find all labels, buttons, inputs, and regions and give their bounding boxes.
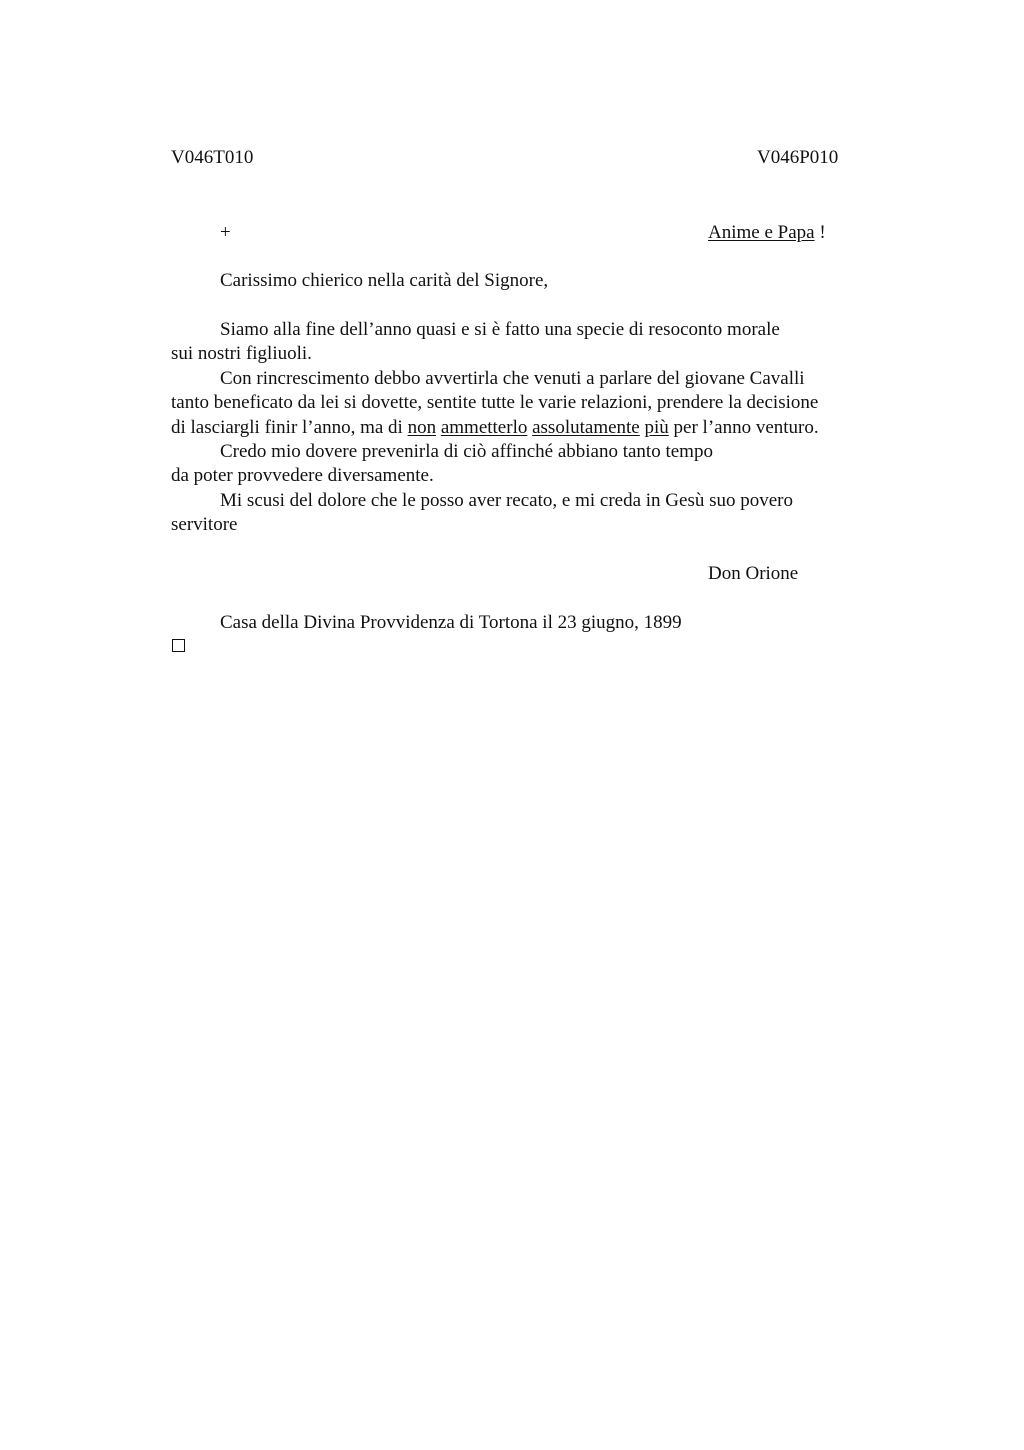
body-line: Con rincrescimento debbo avvertirla che venuti a parlare del giovane Cavalli bbox=[220, 367, 805, 389]
document-code-right: V046P010 bbox=[757, 147, 839, 168]
empty-box-symbol bbox=[172, 639, 185, 652]
body-line: servitore bbox=[171, 514, 238, 536]
body-text: per l’anno venturo. bbox=[668, 416, 819, 438]
body-line: Mi scusi del dolore che le posso aver recato, e mi creda in Gesù suo povero bbox=[220, 489, 793, 511]
underlined-word: ammetterlo bbox=[440, 416, 528, 438]
body-line: da poter provvedere diversamente. bbox=[171, 465, 434, 487]
motto-exclamation: ! bbox=[814, 222, 826, 243]
body-line: sui nostri figliuoli. bbox=[171, 343, 312, 365]
underlined-word: più bbox=[644, 416, 669, 438]
body-line: Credo mio dovere prevenirla di ciò affinché abbiano tanto tempo bbox=[220, 441, 713, 463]
body-line: Siamo alla fine dell’anno quasi e si è fatto una specie di resoconto morale bbox=[220, 319, 780, 340]
document-code-left: V046T010 bbox=[171, 147, 254, 168]
salutation: Carissimo chierico nella carità del Signore, bbox=[220, 270, 549, 291]
letter-body bbox=[171, 318, 891, 538]
signature: Don Orione bbox=[708, 563, 799, 584]
underlined-word: non bbox=[407, 416, 437, 438]
body-line bbox=[171, 416, 891, 440]
motto-text: Anime e Papa bbox=[708, 222, 815, 243]
motto bbox=[708, 221, 826, 245]
underlined-word: assolutamente bbox=[532, 416, 640, 438]
body-text: di lasciargli finir l’anno, ma di bbox=[171, 416, 408, 438]
body-line: tanto beneficato da lei si dovette, sentite tutte le varie relazioni, prendere la decisione bbox=[171, 392, 819, 414]
place-and-date: Casa della Divina Provvidenza di Tortona il 23 giugno, 1899 bbox=[220, 612, 682, 633]
cross-symbol: + bbox=[220, 222, 231, 243]
